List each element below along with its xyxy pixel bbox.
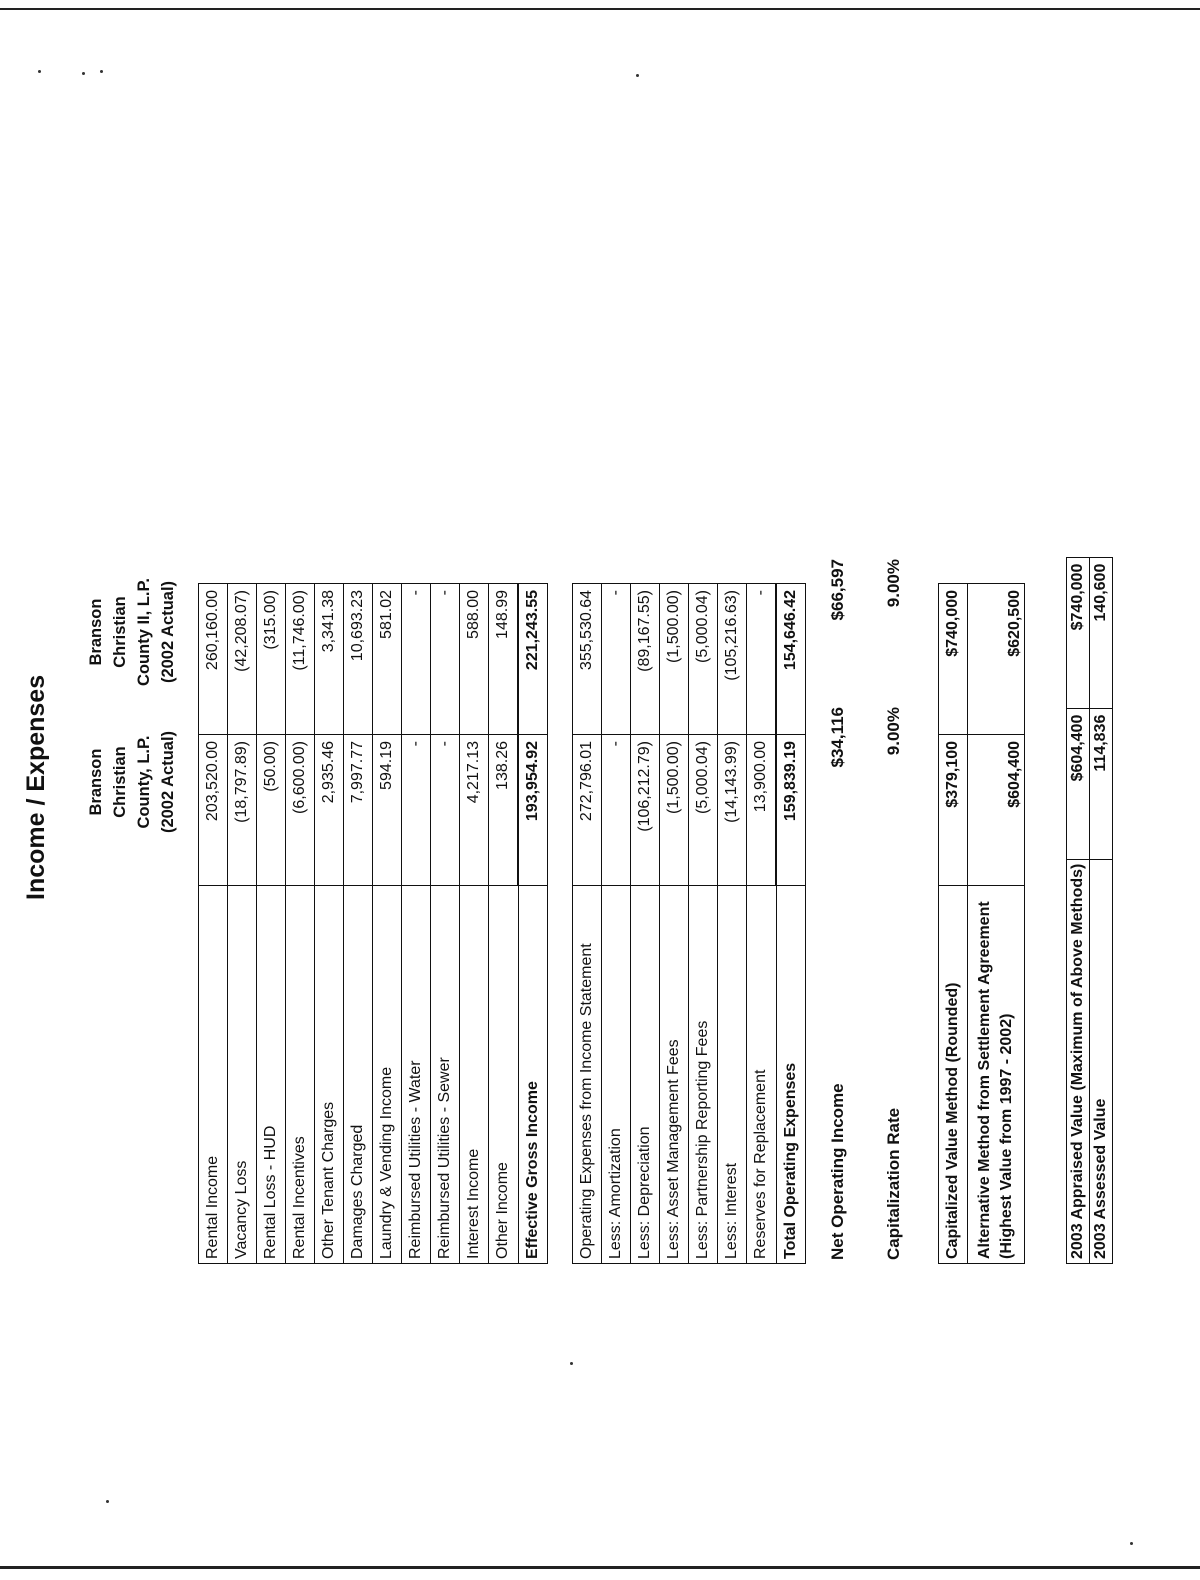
row-value: 272,796.01 (573, 735, 602, 886)
row-label: Vacancy Loss (228, 886, 257, 1264)
alternative-method-label (968, 886, 1025, 1264)
table-row (286, 584, 315, 1264)
final-values-table (1066, 557, 1113, 1264)
table-row (747, 584, 777, 1264)
assessed-value-2: 140,600 (1090, 557, 1113, 708)
valuation-methods-table (938, 583, 1025, 1264)
column-header-line: Branson (87, 748, 105, 816)
cap-rate-value-1: 9.00% (884, 707, 903, 756)
table-row (315, 584, 344, 1264)
noi-value-1: $34,116 (828, 707, 847, 768)
row-label: Less: Interest (718, 886, 747, 1264)
assessed-value-label: 2003 Assessed Value (1090, 859, 1113, 1263)
row-value: (14,143.99) (718, 735, 747, 886)
row-label: Rental Income (199, 886, 228, 1264)
row-value: 148.99 (489, 584, 519, 735)
capitalized-value-row (939, 584, 968, 1264)
table-row (431, 584, 460, 1264)
assessed-value-row (1090, 557, 1113, 1263)
alternative-method-value-2: $620,500 (968, 584, 1025, 735)
total-row (518, 584, 548, 1264)
row-value: 2,935.46 (315, 735, 344, 886)
row-value: (1,500.00) (660, 584, 689, 735)
table-row (344, 584, 373, 1264)
table-row (489, 584, 519, 1264)
table-row (631, 584, 660, 1264)
row-value: 13,900.00 (747, 735, 777, 886)
row-value: 10,693.23 (344, 584, 373, 735)
row-value: (18,797.89) (228, 735, 257, 886)
column-header-line: (2002 Actual) (159, 730, 177, 834)
total-value: 154,646.42 (776, 584, 806, 735)
row-value: (105,216.63) (718, 584, 747, 735)
row-value: 260,160.00 (199, 584, 228, 735)
row-value: - (602, 735, 631, 886)
row-label: Reimbursed Utilities - Sewer (431, 886, 460, 1264)
row-value: 581.02 (373, 584, 402, 735)
row-value: 4,217.13 (460, 735, 489, 886)
table-row (660, 584, 689, 1264)
column-header-line: Christian (111, 746, 129, 818)
total-label: Total Operating Expenses (776, 886, 806, 1264)
row-value: 203,520.00 (199, 735, 228, 886)
expenses-table (572, 583, 806, 1264)
column-header-line: County, L.P. (135, 735, 153, 829)
appraised-value-label: 2003 Appraised Value (Maximum of Above Methods) (1067, 859, 1090, 1263)
row-value: (42,208.07) (228, 584, 257, 735)
row-label: Rental Loss - HUD (257, 886, 286, 1264)
row-value: (315.00) (257, 584, 286, 735)
row-value: (11,746.00) (286, 584, 315, 735)
column-header-line: Branson (87, 598, 105, 666)
alternative-method-label-line: Alternative Method from Settlement Agreement (976, 901, 993, 1259)
row-value: - (431, 735, 460, 886)
table-row (373, 584, 402, 1264)
row-value: (6,600.00) (286, 735, 315, 886)
row-value: (5,000.04) (689, 584, 718, 735)
row-value: - (602, 584, 631, 735)
row-value: (89,167.55) (631, 584, 660, 735)
row-label: Less: Asset Management Fees (660, 886, 689, 1264)
row-value: - (431, 584, 460, 735)
row-label: Rental Incentives (286, 886, 315, 1264)
row-label: Interest Income (460, 886, 489, 1264)
capitalized-value-label: Capitalized Value Method (Rounded) (939, 886, 968, 1264)
page-title: Income / Expenses (22, 674, 50, 900)
row-value: (106,212.79) (631, 735, 660, 886)
income-table (198, 583, 548, 1264)
row-label: Other Tenant Charges (315, 886, 344, 1264)
row-value: 355,530.64 (573, 584, 602, 735)
appraised-value-1: $604,400 (1067, 708, 1090, 859)
row-value: 594.19 (373, 735, 402, 886)
total-value: 193,954.92 (518, 735, 548, 886)
table-row (718, 584, 747, 1264)
table-row (602, 584, 631, 1264)
total-value: 221,243.55 (518, 584, 548, 735)
row-label: Other Income (489, 886, 519, 1264)
row-label: Less: Depreciation (631, 886, 660, 1264)
row-label: Reimbursed Utilities - Water (402, 886, 431, 1264)
noi-value-2: $66,597 (828, 559, 847, 621)
column-header-1 (84, 707, 180, 857)
alternative-method-label-line: (Highest Value from 1997 - 2002) (998, 1013, 1015, 1259)
row-label: Laundry & Vending Income (373, 886, 402, 1264)
appraised-value-2: $740,000 (1067, 557, 1090, 708)
total-value: 159,839.19 (776, 735, 806, 886)
row-label: Operating Expenses from Income Statement (573, 886, 602, 1264)
alternative-method-value-1: $604,400 (968, 735, 1025, 886)
row-value: - (402, 735, 431, 886)
row-value: - (402, 584, 431, 735)
row-value: 7,997.77 (344, 735, 373, 886)
row-label: Less: Partnership Reporting Fees (689, 886, 718, 1264)
column-header-2 (84, 557, 180, 707)
row-value: 588.00 (460, 584, 489, 735)
alternative-method-row (968, 584, 1025, 1264)
row-value: - (747, 584, 777, 735)
column-header-line: (2002 Actual) (159, 580, 177, 684)
cap-rate-value-2: 9.00% (884, 559, 903, 608)
table-row (573, 584, 602, 1264)
table-row (460, 584, 489, 1264)
row-value: 3,341.38 (315, 584, 344, 735)
total-row (776, 584, 806, 1264)
row-value: (5,000.04) (689, 735, 718, 886)
noi-label: Net Operating Income (828, 1083, 847, 1260)
capitalized-value-1: $379,100 (939, 735, 968, 886)
column-header-line: Christian (111, 596, 129, 668)
row-label: Less: Amortization (602, 886, 631, 1264)
table-row (689, 584, 718, 1264)
row-value: (50.00) (257, 735, 286, 886)
row-label: Damages Charged (344, 886, 373, 1264)
table-row (402, 584, 431, 1264)
capitalized-value-2: $740,000 (939, 584, 968, 735)
row-label: Reserves for Replacement (747, 886, 777, 1264)
table-row (228, 584, 257, 1264)
table-row (199, 584, 228, 1264)
column-header-line: County II, L.P. (135, 578, 153, 686)
table-row (257, 584, 286, 1264)
appraised-value-row (1067, 557, 1090, 1263)
cap-rate-label: Capitalization Rate (884, 1107, 903, 1260)
total-label: Effective Gross Income (518, 886, 548, 1264)
row-value: 138.26 (489, 735, 519, 886)
assessed-value-1: 114,836 (1090, 708, 1113, 859)
row-value: (1,500.00) (660, 735, 689, 886)
